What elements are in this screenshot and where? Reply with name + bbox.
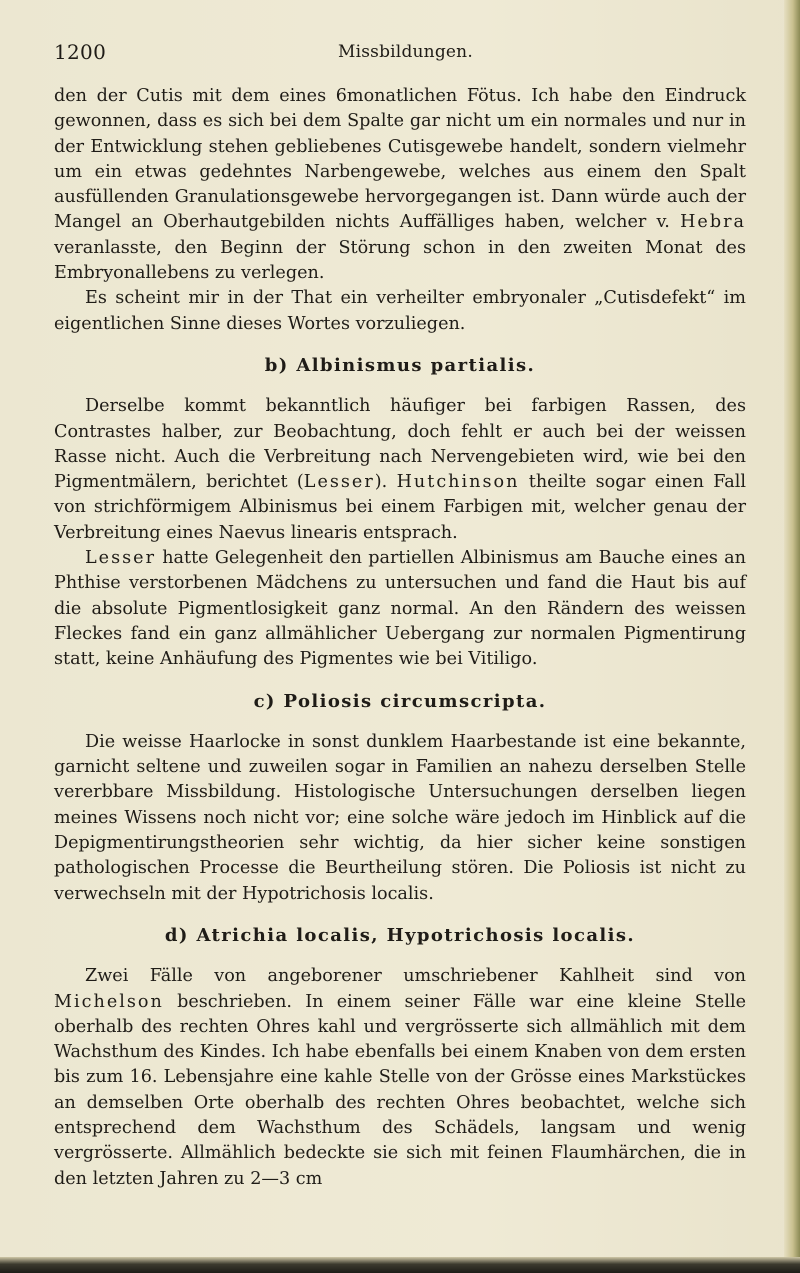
paragraph-cutis-defect: [54, 84, 746, 286]
paragraph-poliosis: [54, 730, 746, 907]
page-header: [54, 40, 754, 64]
page-edge-shadow: [784, 0, 800, 1273]
page-number: 1200: [54, 40, 107, 64]
paragraph-text: theilte sogar einen Fall von strichförmigem Albinismus bei einem Farbigen mit, welcher genau der Verbreitung eines Naevus linearis entsprach.: [54, 472, 746, 543]
paragraph-text: beschrieben. In einem seiner Fälle war eine kleine Stelle oberhalb des rechten Ohres kahl und vergrösserte sich allmählich mit dem Wachsthum des Kindes. Ich habe ebenfalls bei einem Knaben von dem ersten bis zum 16. Lebensjahre eine kahle Stelle von der Grösse eines Markstückes an demselben Orte oberhalb des rechten Ohres beobachtet, welche sich entsprechend dem Wachsthum des Schädels, langsam und wenig vergrösserte. Allmählich bedeckte sie sich mit feinen Flaumhärchen, die in den letzten Jahren zu 2—3 cm: [54, 991, 746, 1189]
author-name-lesser: Lesser: [303, 472, 375, 493]
author-name-lesser: Lesser: [85, 548, 156, 569]
paragraph-text: veranlasste, den Beginn der Störung schon in den zweiten Monat des Embryonallebens zu verlegen.: [54, 237, 746, 284]
section-heading-atrichia: d) Atrichia localis, Hypotrichosis localis.: [164, 924, 636, 946]
author-name-michelson: Michelson: [54, 991, 164, 1012]
page-bottom-shadow: [0, 1257, 800, 1273]
paragraph-text: den der Cutis mit dem eines 6monatlichen Fötus. Ich habe den Eindruck gewonnen, dass es sich bei dem Spalte gar nicht um ein normales und nur in der Entwicklung stehen gebliebenes Cutisgewebe handelt, sondern vielmehr um ein etwas gedehntes Narbengewebe, welches aus einem den Spalt ausfüllenden Granulationsgewebe hervorgegangen ist. Dann würde auch der Mangel an Oberhautgebilden nichts Auffälliges haben, welcher v.: [54, 86, 746, 233]
paragraph-text: Zwei Fälle von angeborener umschriebener Kahlheit sind von: [85, 966, 746, 987]
paragraph-text: ).: [374, 472, 397, 493]
author-name-hutchinson: Hutchinson: [396, 472, 520, 493]
paragraph-text: Derselbe kommt bekanntlich häufiger bei farbigen Rassen, des Contrastes halber, zur Beobachtung, doch fehlt er auch bei der weissen Rasse nicht. Auch die Verbreitung nach Nervengebieten wird, wie bei den Pigmentmälern, berichtet (: [54, 396, 746, 493]
body-text: [54, 84, 746, 1192]
paragraph-albinismus-1: [54, 394, 746, 546]
paragraph-text: Die weisse Haarlocke in sonst dunklem Haarbestande ist eine bekannte, garnicht seltene und zuweilen sogar in Familien an nahezu derselben Stelle vererbbare Missbildung. Histologische Untersuchungen derselben liegen meines Wissens noch nicht vor; eine solche wäre jedoch im Hinblick auf die Depigmentirungstheorien sehr wichtig, da hier sicher keine sonstigen pathologischen Processe die Beurtheilung stören. Die Poliosis ist nicht zu verwechseln mit der Hypotrichosis localis.: [54, 731, 746, 904]
section-heading-poliosis: c) Poliosis circumscripta.: [253, 690, 547, 712]
paragraph-conclusion: [54, 286, 746, 337]
running-title: Missbildungen.: [338, 42, 473, 62]
paragraph-atrichia: [54, 964, 746, 1192]
section-heading-albinismus: b) Albinismus partialis.: [264, 354, 536, 376]
paragraph-albinismus-2: [54, 546, 746, 672]
paragraph-text: hatte Gelegenheit den partiellen Albinismus am Bauche eines an Phthise verstorbenen Mädchens zu untersuchen und fand die Haut bis auf die absolute Pigmentlosigkeit ganz normal. An den Rändern des weissen Fleckes fand ein ganz allmählicher Uebergang zur normalen Pigmentirung statt, keine Anhäufung des Pigmentes wie bei Vitiligo.: [54, 548, 746, 670]
author-name-hebra: Hebra: [680, 212, 746, 233]
paragraph-text: Es scheint mir in der That ein verheilter embryonaler „Cutisdefekt“ im eigentlichen Sinne dieses Wortes vorzuliegen.: [54, 288, 746, 334]
